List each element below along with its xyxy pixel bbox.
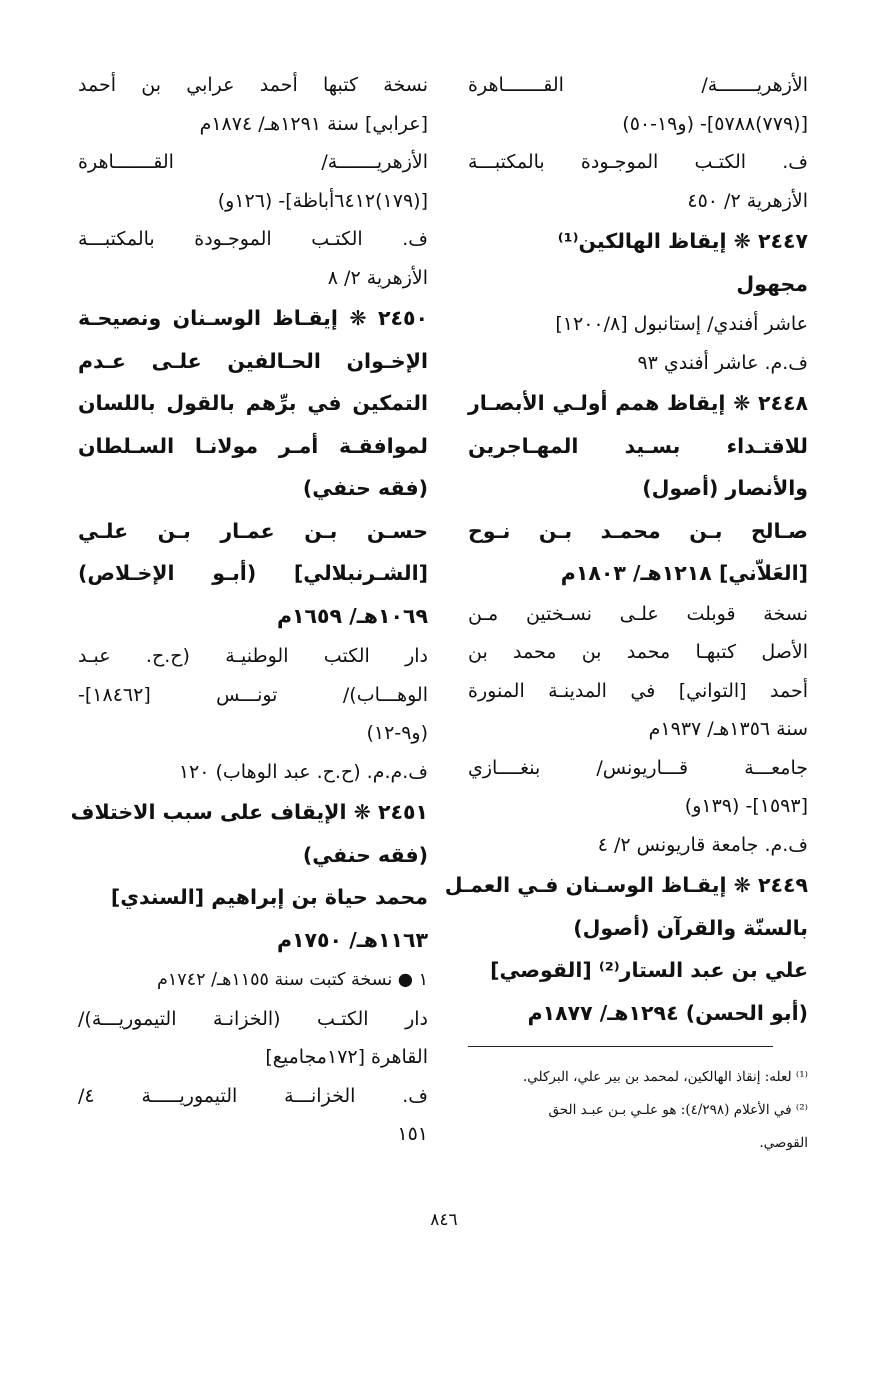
right-column-line: سنة ١٣٥٦هـ/ ١٩٣٧م (648, 718, 808, 740)
left-column-line: القاهرة [١٧٢مجاميع] (265, 1046, 428, 1068)
right-column-line: علي بن عبد الستار⁽²⁾ [القوصي] (490, 958, 808, 982)
footnote-divider (468, 1046, 773, 1047)
left-column-line: ١ ● نسخة كتبت سنة ١١٥٥هـ/ ١٧٤٢م (157, 970, 428, 990)
right-column-line: [العَلاّني] ١٢١٨هـ/ ١٨٠٣م (560, 561, 808, 585)
right-column-line: للاقتـداء بسـيد المهـاجرين (468, 433, 808, 458)
left-column-line: (فقه حنفي) (302, 842, 428, 867)
right-column-line: بالسنّة والقرآن (أصول) (573, 915, 808, 940)
right-column-line: الأزهرية ٢/ ٤٥٠ (687, 189, 808, 212)
page-number: ٨٤٦ (430, 1210, 458, 1230)
left-column-line: دار الكتـب (الخزانـة التيموريـــة)/ (78, 1007, 428, 1030)
right-column-line: الأصل كتبهـا محمد بن محمد بن (468, 641, 808, 663)
right-column (444, 66, 808, 1034)
right-column-line: ٢٤٤٩ ❋ إيقـاظ الوسـنان فـي العمـل (444, 873, 808, 897)
left-column-line: ف.م.م. (ح.ح. عبد الوهاب) ١٢٠ (178, 760, 428, 783)
left-column-line: ف. الخزانـــة التيموريـــــة ٤/ (78, 1084, 428, 1107)
right-column-line: نسخة قوبلت علـى نسـختين مـن (468, 602, 808, 625)
footnote-2: ⁽²⁾ في الأعلام (٤/٢٩٨): هو علـي بـن عبـد الحق (548, 1102, 808, 1118)
left-column-line: (فقه حنفي) (302, 476, 428, 500)
right-column-line: ٢٤٤٨ ❋ إيقاظ همم أولـي الأبصـار (468, 391, 808, 415)
left-column-line: الإخـوان الحـالفين علـى عـدم (78, 348, 428, 373)
right-column-line: مجهول (736, 271, 808, 296)
left-column-line: [الشـرنبلالي] (أبـو الإخـلاص) (78, 561, 428, 585)
footnotes (468, 1061, 808, 1160)
footnote-1: ⁽¹⁾ لعله: إنقاذ الهالكين، لمحمد بن بير علي، البركلي. (522, 1069, 808, 1085)
left-column-line: محمد حياة بن إبراهيم [السندي] (110, 885, 428, 909)
right-column-line: ف.م. جامعة قاريونس ٢/ ٤ (597, 833, 808, 856)
left-column-line: الأزهرية ٢/ ٨ (327, 266, 428, 289)
left-column (70, 66, 428, 1154)
right-column-line: أحمد [التواني] في المدينـة المنورة (468, 679, 808, 702)
left-column-line: (و٩-١٢) (366, 722, 428, 744)
right-column-line: صـالح بـن محمـد بـن نـوح (468, 518, 808, 543)
left-column-line: ١٥١ (397, 1123, 428, 1145)
left-column-line: نسخة كتبها أحمد عرابي بن أحمد (78, 74, 428, 96)
footnote-2-continued: القوصي. (759, 1135, 808, 1151)
right-column-line: ف. الكتـب الموجـودة بالمكتبـــة (468, 151, 808, 173)
right-column-line: الأزهريـــــــة/ القـــــــاهرة (468, 74, 808, 96)
right-column-line: والأنصار (أصول) (642, 476, 808, 500)
left-column-line: ١١٦٣هـ/ ١٧٥٠م (276, 927, 428, 952)
left-column-line: دار الكتب الوطنيـة (ح.ح. عبـد (78, 645, 428, 667)
left-column-line: ٢٤٥٠ ❋ إيقـاظ الوسـنان ونصيحـة (78, 306, 428, 330)
right-column-line: [١٥٩٣]- (١٣٩و) (684, 795, 808, 817)
left-column-line: [عرابي] سنة ١٢٩١هـ/ ١٨٧٤م (199, 112, 428, 135)
right-column-line: ٢٤٤٧ ❋ إيقاظ الهالكين⁽¹⁾ (557, 229, 808, 253)
right-column-line: ف.م. عاشر أفندي ٩٣ (637, 351, 808, 374)
right-column-line: عاشر أفندي/ إستانبول [١٢٠٠/٨] (555, 313, 808, 335)
right-column-line: [(٧٧٩)٥٧٨٨]- (و١٩-٥٠) (622, 112, 808, 135)
left-column-line: ١٠٦٩هـ/ ١٦٥٩م (276, 603, 428, 628)
right-column-line: (أبو الحسن) ١٢٩٤هـ/ ١٨٧٧م (527, 1000, 808, 1025)
left-column-line: لموافقـة أمـر مولانـا السـلطان (78, 433, 428, 458)
left-column-line: الأزهريـــــــة/ القـــــــاهرة (78, 151, 428, 173)
left-column-line: التمكين في برِّهم بالقول باللسان (78, 391, 428, 415)
left-column-line: حسـن بـن عمـار بـن علـي (78, 518, 428, 543)
left-column-line: [(١٧٩)٦٤١٢أباظة]- (١٢٦و) (217, 189, 428, 212)
right-column-line: جامعـــة قـــاريونس/ بنغــــازي (468, 756, 808, 779)
left-column-line: الوهـــاب)/ تونـــس [١٨٤٦٢]- (78, 683, 428, 706)
left-column-line: ٢٤٥١ ❋ الإيقاف على سبب الاختلاف (70, 800, 428, 824)
left-column-line: ف. الكتـب الموجـودة بالمكتبـــة (78, 228, 428, 250)
